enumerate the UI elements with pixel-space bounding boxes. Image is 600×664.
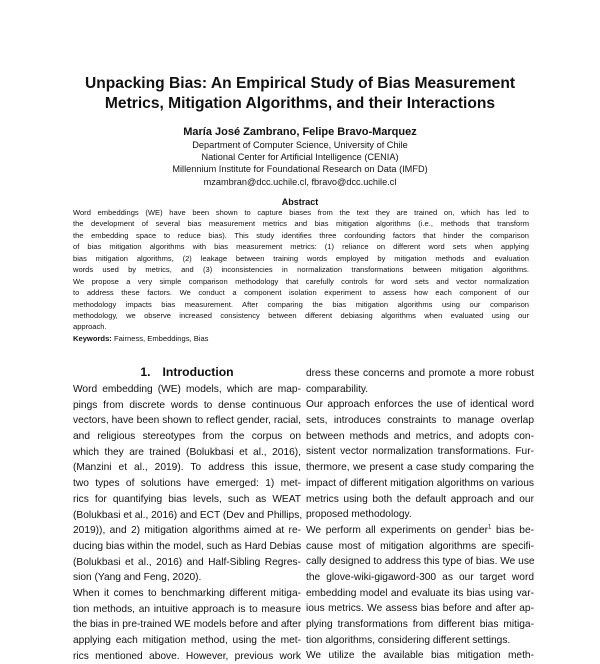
footnote-marker[interactable]: 1 [488,524,492,531]
body-line: (Manzini et al., 2019). To address this issue, [73,462,301,474]
body-line: embedding model and evaluate its bias using var- [306,587,534,599]
abstract-heading: Abstract [281,197,319,207]
body-line: rics mentioned above. However, previous work [73,650,301,662]
abstract-line: to address these factors. We conduct a component isolation experiment to assess how each component of our [73,288,529,298]
body-line: When it comes to benchmarking different mitiga- [73,587,301,599]
body-line: vectors, have been shown to reflect gender, racial, [73,415,301,427]
body-line: tion algorithms, considering different settings. [306,634,511,646]
body-line: tion methods, an intuitive approach is to measure [73,603,301,615]
abstract-line: approach. [73,322,107,332]
body-line: plying transformations from different bias mitiga- [306,619,534,630]
body-line: the glove-wiki-gigaword-300 as our target word [306,571,534,583]
gender-line-suffix: bias be- [491,524,534,536]
abstract-line: bias mitigation algorithms, (2) leakage between training words employed by mitigation methods and evaluation [73,253,529,263]
body-line: cause most of mitigation algorithms are specifi- [306,540,534,552]
body-line-with-footnote [306,523,534,539]
affiliation-imfd: Millennium Institute for Foundational Research on Data (IMFD) [172,164,428,175]
body-line: dress these concerns and promote a more robust [306,368,534,379]
keywords-value: Fairness, Embeddings, Bias [111,334,209,343]
body-line: and religious stereotypes from the corpus on [73,431,301,443]
author-affiliations [60,139,540,188]
keywords-label: Keywords: [73,334,112,343]
gender-text: We perform all experiments on gender [306,524,489,536]
author-emails: mzambran@dcc.uchile.cl, fbravo@dcc.uchile.cl [203,176,397,187]
body-line: impact of different mitigation algorithms on various [306,477,534,489]
body-line: between methods and metrics, and adopts con- [306,430,534,442]
paper-title [60,74,540,114]
body-line: ious metrics. We assess bias before and after ap- [306,603,534,615]
abstract-line: of bias mitigation algorithms with bias measurement metrics: (1) reliance on different word sets when applying [73,242,529,252]
paper-authors: María José Zambrano, Felipe Bravo-Marquez [183,126,417,138]
title-line-1: Unpacking Bias: An Empirical Study of Bias Measurement [84,75,516,92]
body-line: sets, introduces constraints to manage overlap [306,415,534,427]
keywords [73,334,208,344]
body-line: metrics using both the default approach and our [306,493,534,505]
abstract-line: the development of several bias measurement metrics and bias mitigation algorithms (i.e., methods that transform [73,219,529,229]
body-line: comparability. [306,383,369,395]
body-line: Our approach enforces the use of identical word [306,399,534,411]
body-line: sion (Yang and Feng, 2020). [73,572,202,584]
body-line: Word embedding (WE) models, which are map- [73,384,301,395]
abstract-line: methodology, we observe increased consistency between different debiasing algorithms when evaluated using our [73,310,529,320]
right-column-text [306,366,534,664]
abstract-line: methodology impacts bias measurement. After comparing the bias mitigation algorithms using our comparison [73,299,529,309]
body-line: sistent vector normalization transformations. Fur- [306,446,534,458]
body-line: rics for quantifying bias levels, such as WEAT [73,493,301,505]
body-line: We utilize the available bias mitigation meth- [306,650,534,662]
body-line: proposed methodology. [306,509,412,521]
body-line: (Bolukbasi et al., 2016) and ECT (Dev and Phillips, [73,509,303,521]
body-line: two types of solutions have emerged: 1) met- [73,478,301,490]
body-line: ducing bias within the model, such as Hard Debias [73,540,302,552]
abstract-line: Word embeddings (WE) have been shown to capture biases from the text they are trained on, which has led to [73,208,529,217]
body-line: which they are trained (Bolukbasi et al., 2016), [73,446,301,458]
section-number: 1. [140,365,151,379]
body-line: 2019)), and 2) mitigation algorithms aimed at re- [73,525,301,537]
abstract-line: We propose a very simple comparison methodology that carefully controls for word sets and vector normalization [73,276,529,286]
section-title: Introduction [162,365,234,379]
affiliation-department: Department of Computer Science, University of Chile [192,140,408,150]
affiliation-cenia: National Center for Artificial Intelligence (CENIA) [201,152,399,163]
body-line: (Bolukbasi et al., 2016) and Half-Sibling Regres- [73,556,301,568]
body-line: the bias in pre-trained WE models before and after [73,619,302,631]
body-line: thermore, we present a case study comparing the [306,462,534,474]
abstract-body [73,207,529,333]
body-line: pings from discrete words to dense continuous [73,399,301,411]
body-line: applying each mitigation method, using the met- [73,635,301,646]
section-heading-introduction [73,365,301,379]
abstract-line: the embedding space to reduce bias). This study identifies three confounding factors that hinder the comparison [73,230,529,240]
body-line: cally designed to address this type of bias. We use [306,556,535,568]
left-column-text [73,382,301,664]
title-line-2: Metrics, Mitigation Algorithms, and their Interactions [104,95,496,112]
abstract-line: words used by metrics, and (3) inconsistencies in normalization transformations between mitigation algorithms. [73,265,529,275]
